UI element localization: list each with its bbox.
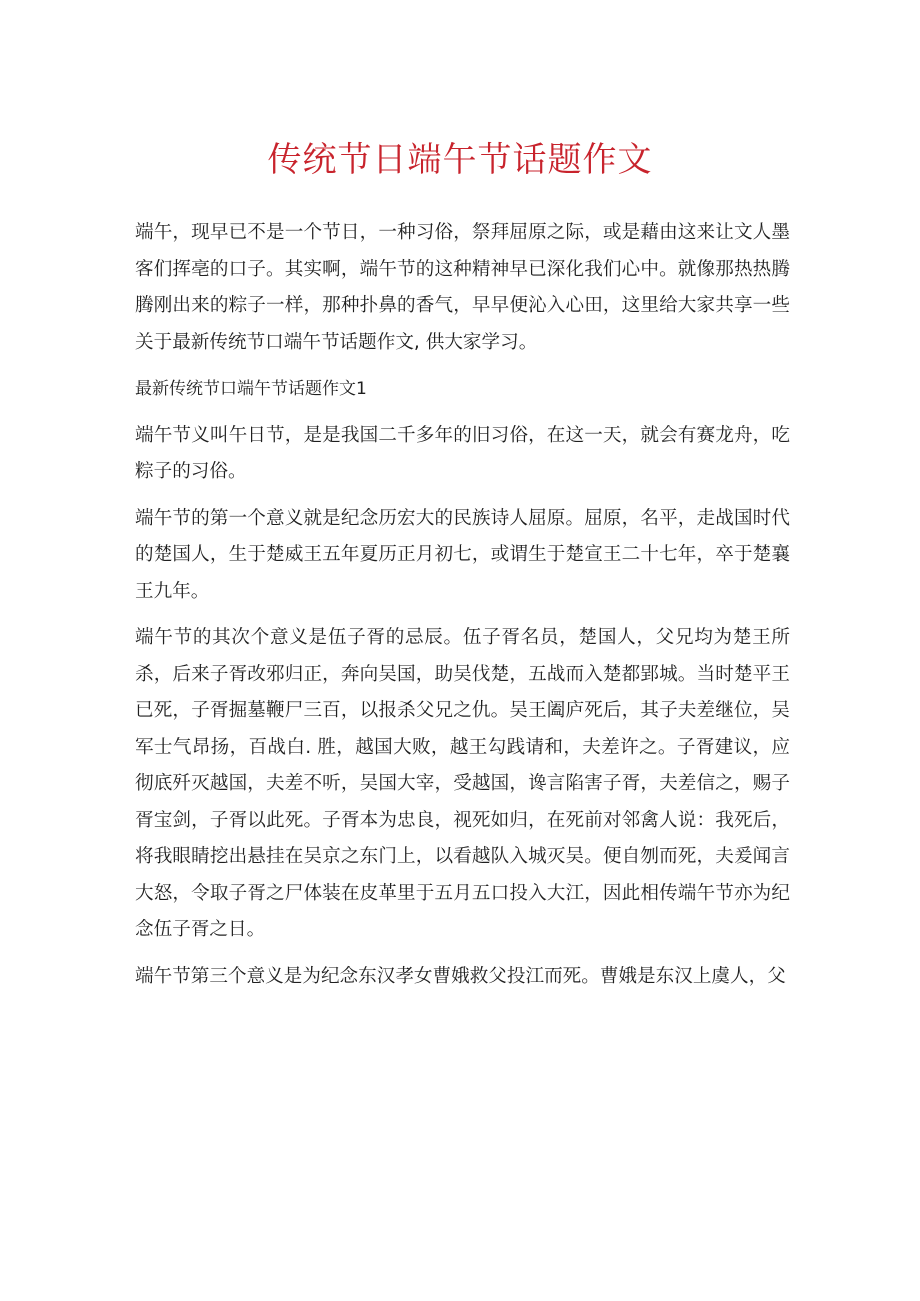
- body-paragraph: 端午节义叫午日节，是是我国二千多年的旧习俗，在这一天，就会有赛龙舟，吃粽子的习俗。: [135, 424, 790, 482]
- body-paragraph: 端午节的第一个意义就是纪念历宏大的民族诗人屈原。屈原，名平，走战国时代的楚国人，生于楚威王五年夏历正月初七，或谓生于楚宣王二十七年，卒于楚襄王九年。: [135, 507, 790, 602]
- document-body: [135, 215, 790, 1005]
- body-paragraph: 端午节第三个意义是为纪念东汉孝女曹娥救父投江而死。曹娥是东汉上虞人，父: [135, 965, 786, 987]
- body-paragraph: 端午节的其次个意义是伍子胥的忌辰。伍子胥名员，楚国人，父兄均为楚王所杀，后来子胥改邪归正，奔向吴国，助吴伐楚，五战而入楚都郢城。当时楚平王已死，子胥掘墓鞭尸三百，以报杀父兄之仇。吴王阖庐死后，其子夫差继位，吴军士气昂扬，百战白. 胜，越国大败，越王勾践请和，夫差许之。子胥建议，应彻底歼灭越国，夫差不听，吴国大宰，受越国，谗言陷害子胥，夫差信之，赐子胥宝剑，子胥以此死。子胥本为忠良，视死如归，在死前对邻禽人说：我死后，将我眼睛挖出悬挂在吴京之东门上，以看越队入城灭吴。便自刎而死，夫爰闻言大怒，令取子胥之尸体装在皮革里于五月五口投入大江，因此相传端午节亦为纪念伍子胥之日。: [135, 627, 790, 940]
- section-heading: 最新传统节口端午节话题作文1: [135, 379, 367, 399]
- intro-paragraph: 端午，现早已不是一个节日，一种习俗，祭拜屈原之际，或是藉由这来让文人墨客们挥亳的口子。其实啊，端午节的这种精神早已深化我们心中。就像那热热腾腾刚出来的粽子一样，那种扑鼻的香气，早早便沁入心田，这里给大家共享一些关于最新传统节口端午节话题作文, 供大家学习。: [135, 222, 790, 353]
- document-title: 传统节日端午节话题作文: [267, 140, 653, 180]
